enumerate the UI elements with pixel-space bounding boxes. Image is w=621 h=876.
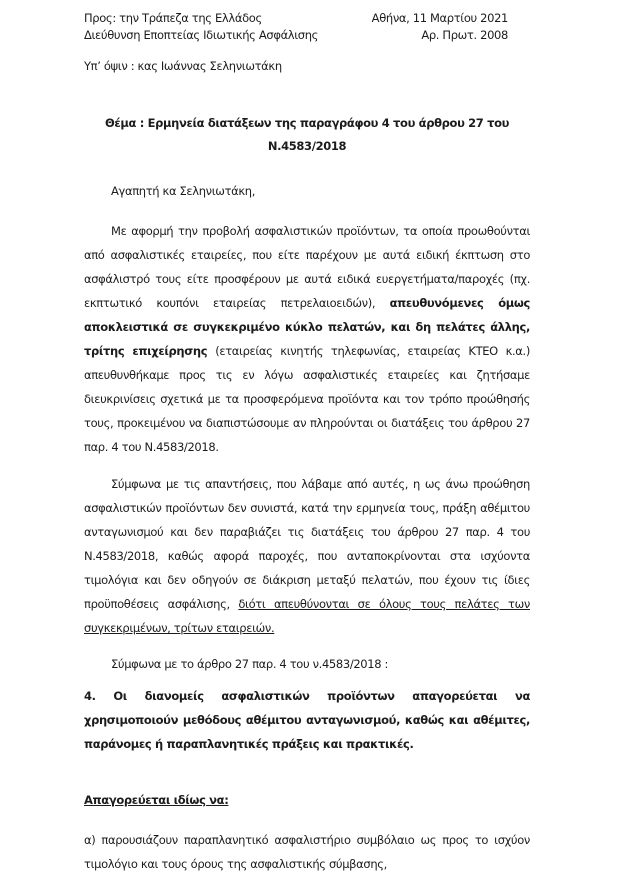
letter-date: Αθήνα, 11 Μαρτίου 2021 xyxy=(371,11,508,25)
text-run: Με αφορμή την προβολή ασφαλιστικών προϊόντων, τα οποία προωθούνται από ασφαλιστικές εταιρείες, που είτε παρέχουν με αυτά ειδική έκπτωση στο ασφάλιστρό τους είτε προσφέρουν με αυτά ειδικά ευεργετήματα/παροχές (πχ. εκπτωτικό κουπόνι εταιρείας πετρελαιοειδών), xyxy=(84,224,530,310)
recipient-block xyxy=(84,10,318,44)
law-quote-paragraph: 4. Οι διανομείς ασφαλιστικών προϊόντων απαγορεύεται να χρησιμοποιούν μεθόδους αθέμιτου ανταγωνισμού, καθώς και αθέμιτες, παράνομες ή παραπλανητικές πράξεις και πρακτικές. xyxy=(84,689,530,751)
subject-line-2: Ν.4583/2018 xyxy=(267,139,347,153)
text-run: (εταιρείας κινητής τηλεφωνίας, εταιρείας ΚΤΕΟ κ.α.) απευθυνθήκαμε προς τις εν λόγω ασφαλιστικές εταιρείες και ζητήσαμε διευκρινίσεις σχετικά με τα προσφερόμενα προϊόντα και τον τρόπο προώθησής τους, προκειμένου να διαπιστώσουμε αν πληρούνται οι διατάξεις του άρθρου 27 παρ. 4 του Ν.4583/2018. xyxy=(84,344,530,454)
protocol-number: Αρ. Πρωτ. 2008 xyxy=(421,28,508,42)
text-run: διότι απευθύνονται σε όλους τους πελάτες των συγκεκριμένων, τρίτων εταιρειών. xyxy=(84,597,530,635)
letter-header xyxy=(84,10,530,44)
attention-line: Υπ’ όψιν : κας Ιωάννας Σεληνιωτάκη xyxy=(84,59,282,73)
subject-heading xyxy=(84,112,530,158)
text-run: Σύμφωνα με τις απαντήσεις, που λάβαμε από αυτές, η ως άνω προώθηση ασφαλιστικών προϊόντων δεν συνιστά, κατά την ερμηνεία τους, πράξη αθέμιτου ανταγωνισμού και δεν παραβιάζει τις διατάξεις του άρθρου 27 παρ. 4 του Ν.4583/2018, καθώς αφορά παροχές, που ανταποκρίνονται στα ισχύοντα τιμολόγια και δεν οδηγούν σε διάκριση μεταξύ πελατών, που έχουν τις ίδιες προϋποθέσεις ασφάλισης, xyxy=(84,477,530,611)
date-block xyxy=(372,10,530,44)
body-paragraph-1 xyxy=(84,219,530,459)
body-paragraph-2 xyxy=(84,472,530,640)
recipient-line-1: Προς: την Τράπεζα της Ελλάδος xyxy=(84,11,262,25)
body-paragraph-3: Σύμφωνα με το άρθρο 27 παρ. 4 του ν.4583/2018 : xyxy=(111,657,389,671)
text-run: απευθυνόμενες όμως αποκλειστικά σε συγκεκριμένο κύκλο πελατών, και δη πελάτες άλλης, τρίτης επιχείρησης xyxy=(84,296,531,358)
body-item-a: α) παρουσιάζουν παραπλανητικό ασφαλιστήριο συμβόλαιο ως προς το ισχύον τιμολόγιο και τους όρους της ασφαλιστικής σύμβασης, xyxy=(84,833,530,871)
recipient-line-2: Διεύθυνση Εποπτείας Ιδιωτικής Ασφάλισης xyxy=(84,28,319,42)
prohibition-heading: Απαγορεύεται ιδίως να: xyxy=(84,793,229,807)
salutation: Αγαπητή κα Σεληνιωτάκη, xyxy=(111,184,256,198)
subject-line-1: Θέμα : Ερμηνεία διατάξεων της παραγράφου 4 του άρθρου 27 του xyxy=(104,116,510,130)
